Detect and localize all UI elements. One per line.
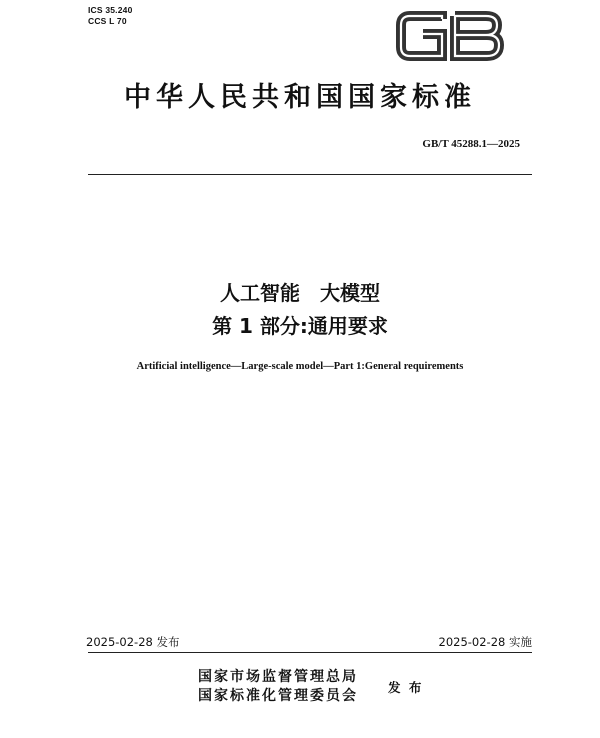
ics-code: ICS 35.240 — [88, 5, 133, 15]
standard-number: GB/T 45288.1—2025 — [422, 138, 520, 150]
issue-label: 发 布 — [388, 680, 424, 695]
en-title: Artificial intelligence—Large-scale model—Part 1:General requirements — [136, 361, 464, 372]
issue-date: 2025-02-28 发布 — [86, 635, 180, 649]
top-divider — [88, 174, 532, 175]
issuer-line1: 国家市场监督管理总局 — [198, 669, 358, 685]
ccs-code: CCS L 70 — [88, 16, 127, 26]
standard-category: 中华人民共和国国家标准 — [124, 82, 476, 113]
issuer-line2: 国家标准化管理委员会 — [198, 688, 358, 704]
cn-title-line2: 第 1 部分:通用要求 — [212, 314, 388, 338]
gb-logo — [396, 8, 504, 64]
implement-date: 2025-02-28 实施 — [438, 635, 532, 649]
bottom-divider — [88, 652, 532, 653]
cn-title-line1: 人工智能 大模型 — [220, 281, 380, 305]
